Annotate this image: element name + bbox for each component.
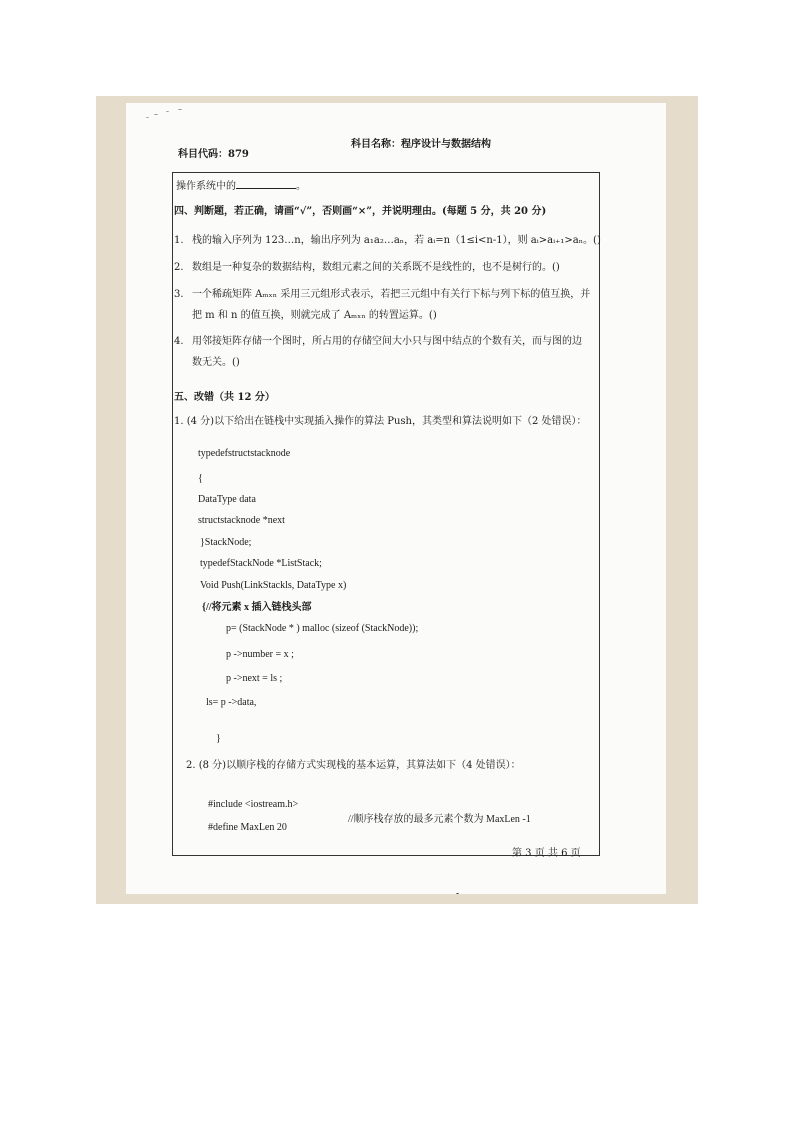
scan-speck [154, 114, 158, 115]
code-line: #define MaxLen 20 [208, 822, 287, 833]
code-line: #include <iostream.h> [208, 799, 299, 810]
q4-2-number: 2. [174, 262, 184, 273]
q4-4-text-line2: 数无关。() [192, 357, 240, 368]
scan-speck [166, 111, 169, 112]
q4-3-number: 3. [174, 289, 184, 300]
code-line: { [198, 473, 203, 484]
code-line: typedefStackNode *ListStack; [200, 558, 322, 569]
q4-2-text: 数组是一种复杂的数据结构，数组元素之间的关系既不是线性的，也不是树行的。() [192, 262, 560, 273]
scan-speck [178, 109, 182, 110]
subject-name: 科目名称：程序设计与数据结构 [351, 139, 491, 150]
left-rule [172, 172, 173, 856]
q5-1-intro: 1. (4 分)以下给出在链栈中实现插入操作的算法 Push，其类型和算法说明如下（2 处错误）： [174, 416, 587, 427]
code-line: }StackNode; [200, 537, 252, 548]
exam-page [126, 103, 666, 894]
code-line: typedefstructstacknode [198, 448, 291, 459]
section-4-title: 四、判断题，若正确，请画“√”，否则画“×”，并说明理由。(每题 5 分，共 20 分) [174, 206, 547, 217]
code-line: } [216, 733, 221, 744]
code-comment: //顺序栈存放的最多元素个数为 MaxLen -1 [348, 814, 531, 825]
section-5-title: 五、改错（共 12 分） [174, 392, 275, 403]
carry-over-prefix: 操作系统中的 [176, 181, 236, 192]
code-line: DataType data [198, 494, 256, 505]
carry-over-suffix: 。 [296, 181, 306, 192]
q4-3-text-line2: 把 m 和 n 的值互换，则就完成了 Aₘₓₙ 的转置运算。() [192, 310, 437, 321]
q4-1-text: 栈的输入序列为 123…n，输出序列为 a₁a₂…aₙ，若 aᵢ=n（1≤i<n-1），则 aᵢ>aᵢ₊₁>aₙ。() [192, 235, 601, 246]
code-line: {//将元素 x 插入链栈头部 [202, 602, 312, 613]
code-line: ls= p ->data, [206, 697, 257, 708]
q4-4-text-line1: 用邻接矩阵存储一个图时，所占用的存储空间大小只与图中结点的个数有关，而与图的边 [192, 336, 582, 347]
subject-code: 科目代码：879 [178, 149, 249, 160]
page-number: 第 3 页 共 6 页 [512, 848, 581, 859]
q4-4-number: 4. [174, 336, 184, 347]
q4-3-text-line1: 一个稀疏矩阵 Aₘₓₙ 采用三元组形式表示，若把三元组中有关行下标与列下标的值互换，并 [192, 289, 591, 300]
carry-over-line [176, 180, 306, 192]
code-line: p= (StackNode * ) malloc (sizeof (StackNode)); [226, 623, 419, 634]
code-line: p ->next = ls ; [226, 673, 283, 684]
q4-1-number: 1. [174, 235, 184, 246]
code-line: Void Push(LinkStackls, DataType x) [200, 580, 347, 591]
code-line: structstacknode *next [198, 515, 285, 526]
code-line: p ->number = x ; [226, 649, 294, 660]
top-rule [172, 172, 600, 173]
answer-blank [236, 180, 296, 189]
scan-speck [146, 117, 149, 118]
scan-speck [456, 893, 459, 894]
right-rule [599, 172, 600, 856]
q5-2-intro: 2. (8 分)以顺序栈的存储方式实现栈的基本运算，其算法如下（4 处错误）： [186, 760, 521, 771]
